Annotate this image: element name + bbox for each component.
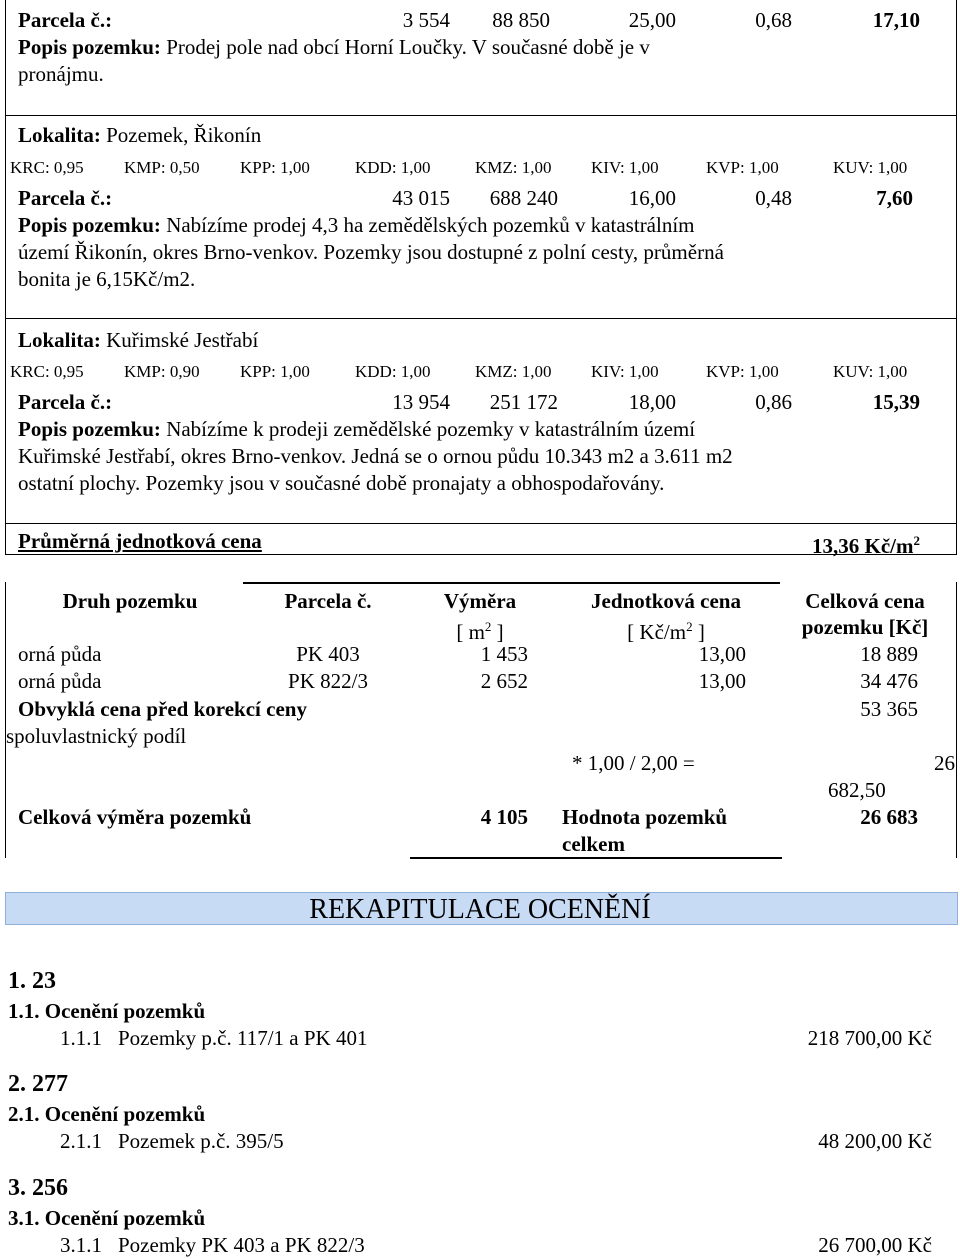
cell-druh: orná půda [18, 642, 102, 666]
jed-unit-b: ] [692, 620, 705, 644]
section-item-number: 3.1.1 [60, 1233, 102, 1257]
coef-krc: KRC: 0,95 [10, 362, 84, 381]
section-number: 3. 256 [8, 1175, 68, 1201]
obvykla-label: Obvyklá cena před korekcí ceny [18, 697, 307, 721]
coef-kmz: KMZ: 1,00 [475, 158, 552, 177]
desc-label: Popis pozemku: [18, 35, 161, 59]
coef-kmp: KMP: 0,90 [124, 362, 200, 381]
header-jednotkova: Jednotková cena [591, 589, 741, 613]
total-area-value: 4 105 [480, 805, 528, 829]
header-parcela: Parcela č. [284, 589, 372, 613]
header-druh: Druh pozemku [62, 589, 198, 613]
coef-kmp: KMP: 0,50 [124, 158, 200, 177]
cell-vymera: 2 652 [480, 669, 528, 693]
desc-line-1: Nabízíme prodej 4,3 ha zemědělských pozemků v katastrálním [166, 213, 695, 237]
section-subtitle: 2.1. Ocenění pozemků [8, 1102, 206, 1126]
section-value: 218 700,00 Kč [807, 1026, 932, 1050]
vymera-unit-sup: 2 [484, 619, 492, 634]
coef-kvp: KVP: 1,00 [706, 158, 779, 177]
desc-line-2: pronájmu. [18, 62, 104, 86]
desc-label: Popis pozemku: [18, 213, 161, 237]
block-left-border [5, 0, 6, 555]
locality [18, 327, 258, 353]
header-vymera: Výměra [443, 589, 517, 613]
parcel-price-total: 688 240 [489, 186, 558, 210]
vymera-unit-b: ] [491, 620, 504, 644]
coef-kiv: KIV: 1,00 [591, 362, 659, 381]
average-value-sup: 2 [913, 533, 920, 548]
cell-druh: orná půda [18, 669, 102, 693]
header-celkova-unit: pozemku [Kč] [801, 615, 929, 639]
parcel-coef: 0,48 [755, 186, 792, 210]
podil-value-part2: 682,50 [828, 778, 886, 802]
desc-line-1: Nabízíme k prodeji zemědělské pozemky v katastrálním území [166, 417, 696, 441]
header-celkova: Celková cena [805, 589, 925, 613]
parcel-adjusted: 17,10 [872, 8, 920, 32]
separator-3 [5, 523, 957, 524]
parcel-description [18, 34, 650, 60]
separator-2 [5, 318, 957, 319]
parcel-price-total: 88 850 [492, 8, 550, 32]
section-item: Pozemky PK 403 a PK 822/3 [118, 1233, 365, 1257]
recap-title: REKAPITULACE OCENĚNÍ [309, 894, 651, 925]
desc-line-3: bonita je 6,15Kč/m2. [18, 267, 196, 291]
locality-label: Lokalita: [18, 123, 101, 147]
parcel-label: Parcela č.: [18, 390, 113, 414]
section-number: 1. 23 [8, 968, 56, 994]
parcel-price-total: 251 172 [489, 390, 558, 414]
podil-value-part1: 26 [934, 751, 955, 775]
parcel-description [18, 212, 695, 238]
section-item-number: 2.1.1 [60, 1129, 102, 1153]
hodnota-label-1: Hodnota pozemků [562, 805, 728, 829]
section-number: 2. 277 [8, 1071, 68, 1097]
table-left-border [5, 582, 6, 858]
average-value-text: 13,36 Kč/m [812, 534, 914, 558]
hodnota-value: 26 683 [860, 805, 918, 829]
locality [18, 122, 261, 148]
coef-kiv: KIV: 1,00 [591, 158, 659, 177]
cell-celkova: 34 476 [860, 669, 918, 693]
vymera-unit-a: [ m [456, 620, 485, 644]
table-right-border [956, 582, 957, 858]
section-item: Pozemek p.č. 395/5 [118, 1129, 284, 1153]
section-value: 26 700,00 Kč [818, 1233, 932, 1257]
desc-line-2: Kuřimské Jestřabí, okres Brno-venkov. Jedná se o ornou půdu 10.343 m2 a 3.611 m2 [18, 444, 733, 468]
coef-kmz: KMZ: 1,00 [475, 362, 552, 381]
parcel-unit-price: 16,00 [628, 186, 676, 210]
section-subtitle: 1.1. Ocenění pozemků [8, 999, 206, 1023]
parcel-unit-price: 25,00 [628, 8, 676, 32]
average-label: Průměrná jednotková cena [18, 529, 262, 553]
cell-parcela: PK 403 [296, 642, 360, 666]
locality-name: Kuřimské Jestřabí [106, 328, 259, 352]
coef-kuv: KUV: 1,00 [833, 362, 908, 381]
jed-unit-sup: 2 [686, 619, 693, 634]
cell-vymera: 1 453 [480, 642, 528, 666]
parcel-coef: 0,86 [755, 390, 792, 414]
parcel-unit-price: 18,00 [628, 390, 676, 414]
table-top-border [243, 582, 780, 584]
block-right-border [956, 0, 957, 555]
cell-jednotkova: 13,00 [698, 669, 746, 693]
coef-kpp: KPP: 1,00 [240, 362, 310, 381]
coef-kpp: KPP: 1,00 [240, 158, 310, 177]
parcel-label: Parcela č.: [18, 8, 113, 32]
desc-line-1: Prodej pole nad obcí Horní Loučky. V současné době je v [166, 35, 650, 59]
locality-name: Pozemek, Řikonín [106, 123, 262, 147]
cell-jednotkova: 13,00 [698, 642, 746, 666]
desc-line-3: ostatní plochy. Pozemky jsou v současné době pronajaty a obhospodařovány. [18, 471, 665, 495]
average-value [812, 528, 920, 559]
coef-kdd: KDD: 1,00 [355, 362, 431, 381]
coef-krc: KRC: 0,95 [10, 158, 84, 177]
parcel-label: Parcela č.: [18, 186, 113, 210]
separator-1 [5, 115, 957, 116]
parcel-adjusted: 7,60 [876, 186, 913, 210]
section-item: Pozemky p.č. 117/1 a PK 401 [118, 1026, 368, 1050]
podil-formula: * 1,00 / 2,00 = [572, 751, 695, 775]
coef-kvp: KVP: 1,00 [706, 362, 779, 381]
cell-parcela: PK 822/3 [288, 669, 368, 693]
coef-kdd: KDD: 1,00 [355, 158, 431, 177]
desc-label: Popis pozemku: [18, 417, 161, 441]
total-area-label: Celková výměra pozemků [18, 805, 252, 829]
jed-unit-a: [ Kč/m [627, 620, 687, 644]
cell-celkova: 18 889 [860, 642, 918, 666]
coef-kuv: KUV: 1,00 [833, 158, 908, 177]
parcel-description [18, 416, 695, 442]
parcel-adjusted: 15,39 [872, 390, 920, 414]
parcel-coef: 0,68 [755, 8, 792, 32]
section-subtitle: 3.1. Ocenění pozemků [8, 1206, 206, 1230]
parcel-area: 13 954 [392, 390, 450, 414]
podil-label: spoluvlastnický podíl [6, 724, 187, 748]
section-value: 48 200,00 Kč [818, 1129, 932, 1153]
section-item-number: 1.1.1 [60, 1026, 102, 1050]
hodnota-label-2: celkem [562, 832, 625, 856]
obvykla-value: 53 365 [860, 697, 918, 721]
parcel-area: 43 015 [392, 186, 450, 210]
desc-line-2: území Řikonín, okres Brno-venkov. Pozemky jsou dostupné z polní cesty, průměrná [18, 240, 724, 264]
table-bottom-border [410, 857, 782, 859]
parcel-area: 3 554 [402, 8, 450, 32]
locality-label: Lokalita: [18, 328, 101, 352]
